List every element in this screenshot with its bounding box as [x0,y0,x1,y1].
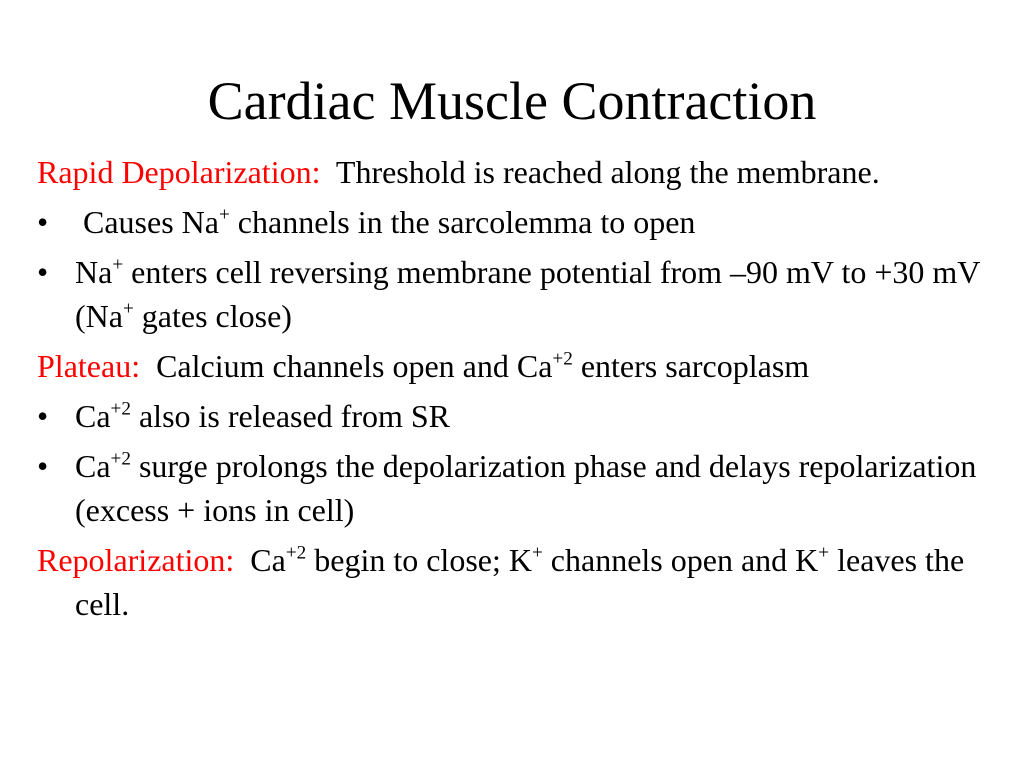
slide-title: Cardiac Muscle Contraction [207,71,817,131]
bullet-sodium-enters-sup1: + [112,254,124,276]
bullet-icon: • [37,448,49,484]
bullet-sodium-enters-pre: Na [75,254,113,290]
bullet-sodium-enters [37,250,997,338]
bullet-sodium-channels-post: channels in the sarcolemma to open [229,204,696,240]
repolarization-paragraph [37,538,997,626]
repolarization-mid2: channels open and K [542,542,819,578]
bullet-calcium-surge [37,444,997,532]
bullet-icon: • [37,254,49,290]
plateau-paragraph [37,344,997,388]
repolarization-post: leaves the cell. [75,542,965,622]
slide-body [37,150,997,626]
bullet-sodium-channels-sup: + [218,204,230,226]
rapid-depolarization-paragraph [37,150,997,194]
bullet-sodium-enters-mid: enters cell reversing membrane potential from –90 mV to +30 mV (Na [75,254,980,334]
bullet-calcium-released-pre: Ca [75,398,111,434]
bullet-sodium-enters-post: gates close) [133,298,292,334]
plateau-post: enters sarcoplasm [572,348,810,384]
bullet-calcium-surge-post: surge prolongs the depolarization phase and delays repolarization (excess + ions in cell) [75,448,977,528]
bullet-calcium-released-post: also is released from SR [130,398,451,434]
bullet-calcium-released-sup: +2 [110,398,131,420]
bullet-sodium-channels [37,200,997,244]
bullet-icon: • [37,398,49,434]
repolarization-sup2: + [531,542,543,564]
plateau-sup: +2 [552,348,573,370]
plateau-pre: Calcium channels open and Ca [156,348,553,384]
repolarization-sup1: +2 [285,542,307,564]
rapid-depolarization-label: Rapid Depolarization: [37,154,321,190]
repolarization-sup3: + [818,542,830,564]
plateau-label: Plateau: [37,348,141,384]
repolarization-label: Repolarization: [37,542,235,578]
bullet-calcium-released [37,394,997,438]
bullet-calcium-surge-pre: Ca [75,448,111,484]
repolarization-mid: begin to close; K [306,542,532,578]
bullet-calcium-surge-sup: +2 [110,448,131,470]
bullet-sodium-enters-sup2: + [122,298,134,320]
bullet-icon: • [37,204,49,240]
rapid-depolarization-text: Threshold is reached along the membrane. [335,154,880,190]
bullet-sodium-channels-pre: Causes Na [83,204,219,240]
repolarization-pre: Ca [250,542,286,578]
